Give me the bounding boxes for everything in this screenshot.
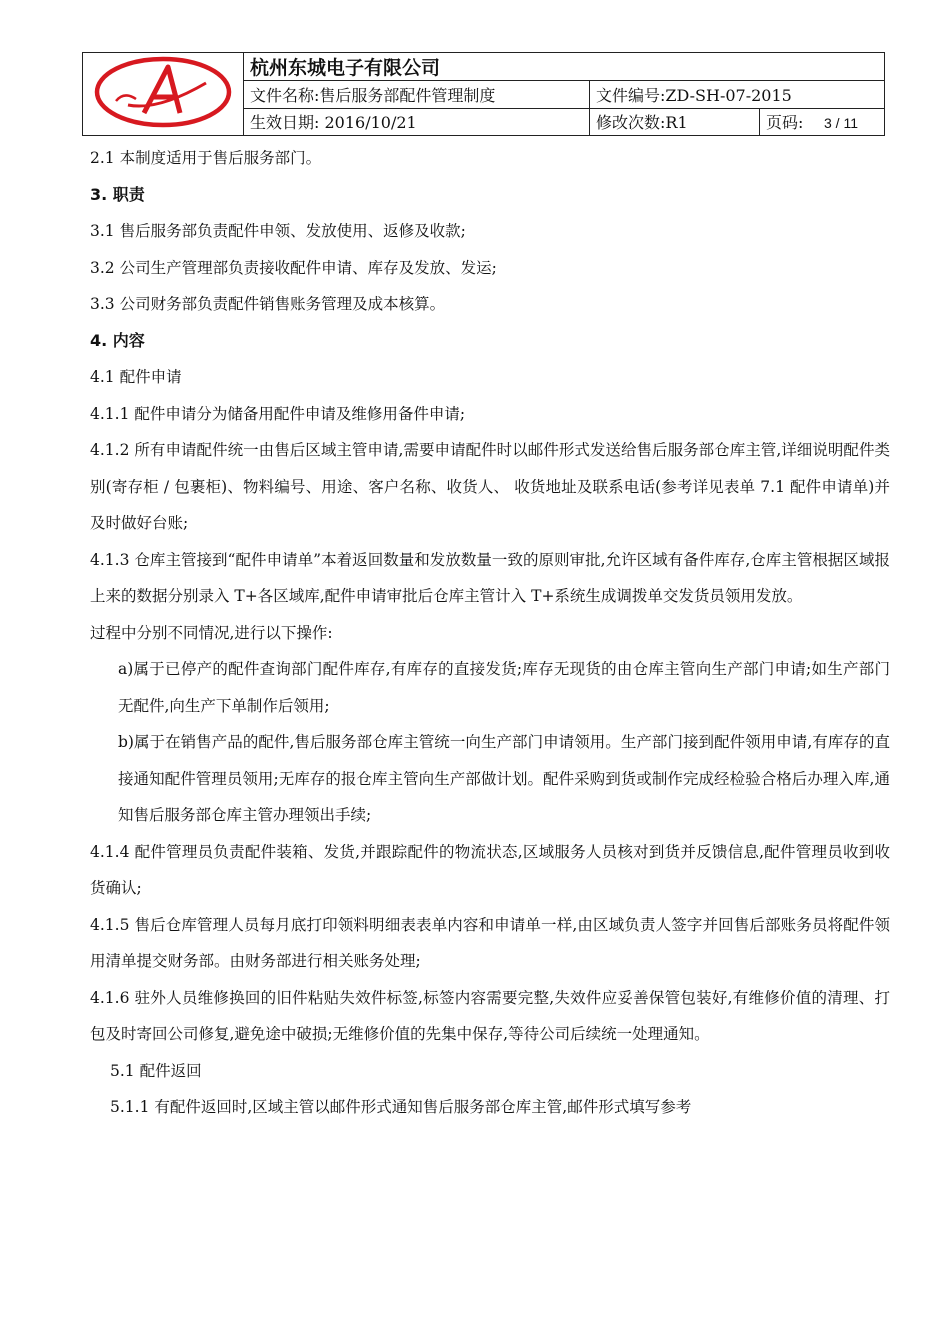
paragraph-3-2: 3.2 公司生产管理部负责接收配件申请、库存及发放、发运; bbox=[90, 258, 497, 277]
paragraph-4-1-3: 4.1.3 仓库主管接到“配件申请单”本着返回数量和发放数量一致的原则审批,允许区域有备件库存,仓库主管根据区域报上来的数据分别录入 T+各区域库,配件申请审批后仓库主管计入 T+系统生成调拨单交发货员领用发放。 bbox=[90, 550, 890, 605]
paragraph-4-1-5: 4.1.5 售后仓库管理人员每月底打印领料明细表表单内容和申请单一样,由区域负责人签字并回售后部账务员将配件领用清单提交财务部。由财务部进行相关账务处理; bbox=[90, 915, 890, 970]
company-logo bbox=[83, 53, 244, 136]
document-header-table bbox=[82, 52, 885, 136]
document-name: 文件名称:售后服务部配件管理制度 bbox=[244, 81, 590, 108]
revision-count: 修改次数:R1 bbox=[590, 108, 760, 135]
paragraph-3-1: 3.1 售后服务部负责配件申领、发放使用、返修及收款; bbox=[90, 222, 466, 240]
company-name: 杭州东城电子有限公司 bbox=[244, 53, 885, 81]
section-heading-4: 4. 内容 bbox=[90, 330, 145, 350]
paragraph-process-intro: 过程中分别不同情况,进行以下操作: bbox=[90, 623, 333, 642]
page-number: 3 / 11 bbox=[824, 115, 858, 132]
logo-a-emblem-icon bbox=[88, 53, 238, 131]
paragraph-5-1: 5.1 配件返回 bbox=[110, 1061, 202, 1080]
paragraph-item-b: b)属于在销售产品的配件,售后服务部仓库主管统一向生产部门申请领用。生产部门接到配件领用申请,有库存的直接通知配件管理员领用;无库存的报仓库主管向生产部做计划。配件采购到货或制作完成经检验合格后办理入库,通知售后服务部仓库主管办理领出手续; bbox=[118, 733, 890, 824]
paragraph-4-1-4: 4.1.4 配件管理员负责配件装箱、发货,并跟踪配件的物流状态,区域服务人员核对到货并反馈信息,配件管理员收到收货确认; bbox=[90, 842, 890, 897]
paragraph-3-3: 3.3 公司财务部负责配件销售账务管理及成本核算。 bbox=[90, 295, 446, 313]
paragraph-item-a: a)属于已停产的配件查询部门配件库存,有库存的直接发货;库存无现货的由仓库主管向生产部门申请;如生产部门无配件,向生产下单制作后领用; bbox=[118, 660, 890, 715]
document-body bbox=[90, 140, 890, 1126]
page-cell bbox=[760, 108, 885, 135]
paragraph-4-1-1: 4.1.1 配件申请分为储备用配件申请及维修用备件申请; bbox=[90, 404, 466, 423]
page-label: 页码: bbox=[766, 113, 804, 133]
document-number: 文件编号:ZD-SH-07-2015 bbox=[590, 81, 885, 108]
paragraph-5-1-1: 5.1.1 有配件返回时,区域主管以邮件形式通知售后服务部仓库主管,邮件形式填写参考 bbox=[110, 1098, 692, 1116]
effective-date: 生效日期: 2016/10/21 bbox=[244, 108, 590, 135]
paragraph-4-1-6: 4.1.6 驻外人员维修换回的旧件粘贴失效件标签,标签内容需要完整,失效件应妥善保管包装好,有维修价值的清理、打包及时寄回公司修复,避免途中破损;无维修价值的先集中保存,等待公司后续统一处理通知。 bbox=[90, 988, 890, 1043]
paragraph-4-1-2: 4.1.2 所有申请配件统一由售后区域主管申请,需要申请配件时以邮件形式发送给售后服务部仓库主管,详细说明配件类别(寄存柜 / 包裹柜)、物料编号、用途、客户名称、收货人、 收货地址及联系电话(参考详见表单 7.1 配件申请单)并及时做好台账; bbox=[90, 441, 890, 532]
section-heading-3: 3. 职责 bbox=[90, 184, 145, 204]
paragraph-2-1: 2.1 本制度适用于售后服务部门。 bbox=[90, 149, 322, 167]
paragraph-4-1: 4.1 配件申请 bbox=[90, 368, 182, 386]
